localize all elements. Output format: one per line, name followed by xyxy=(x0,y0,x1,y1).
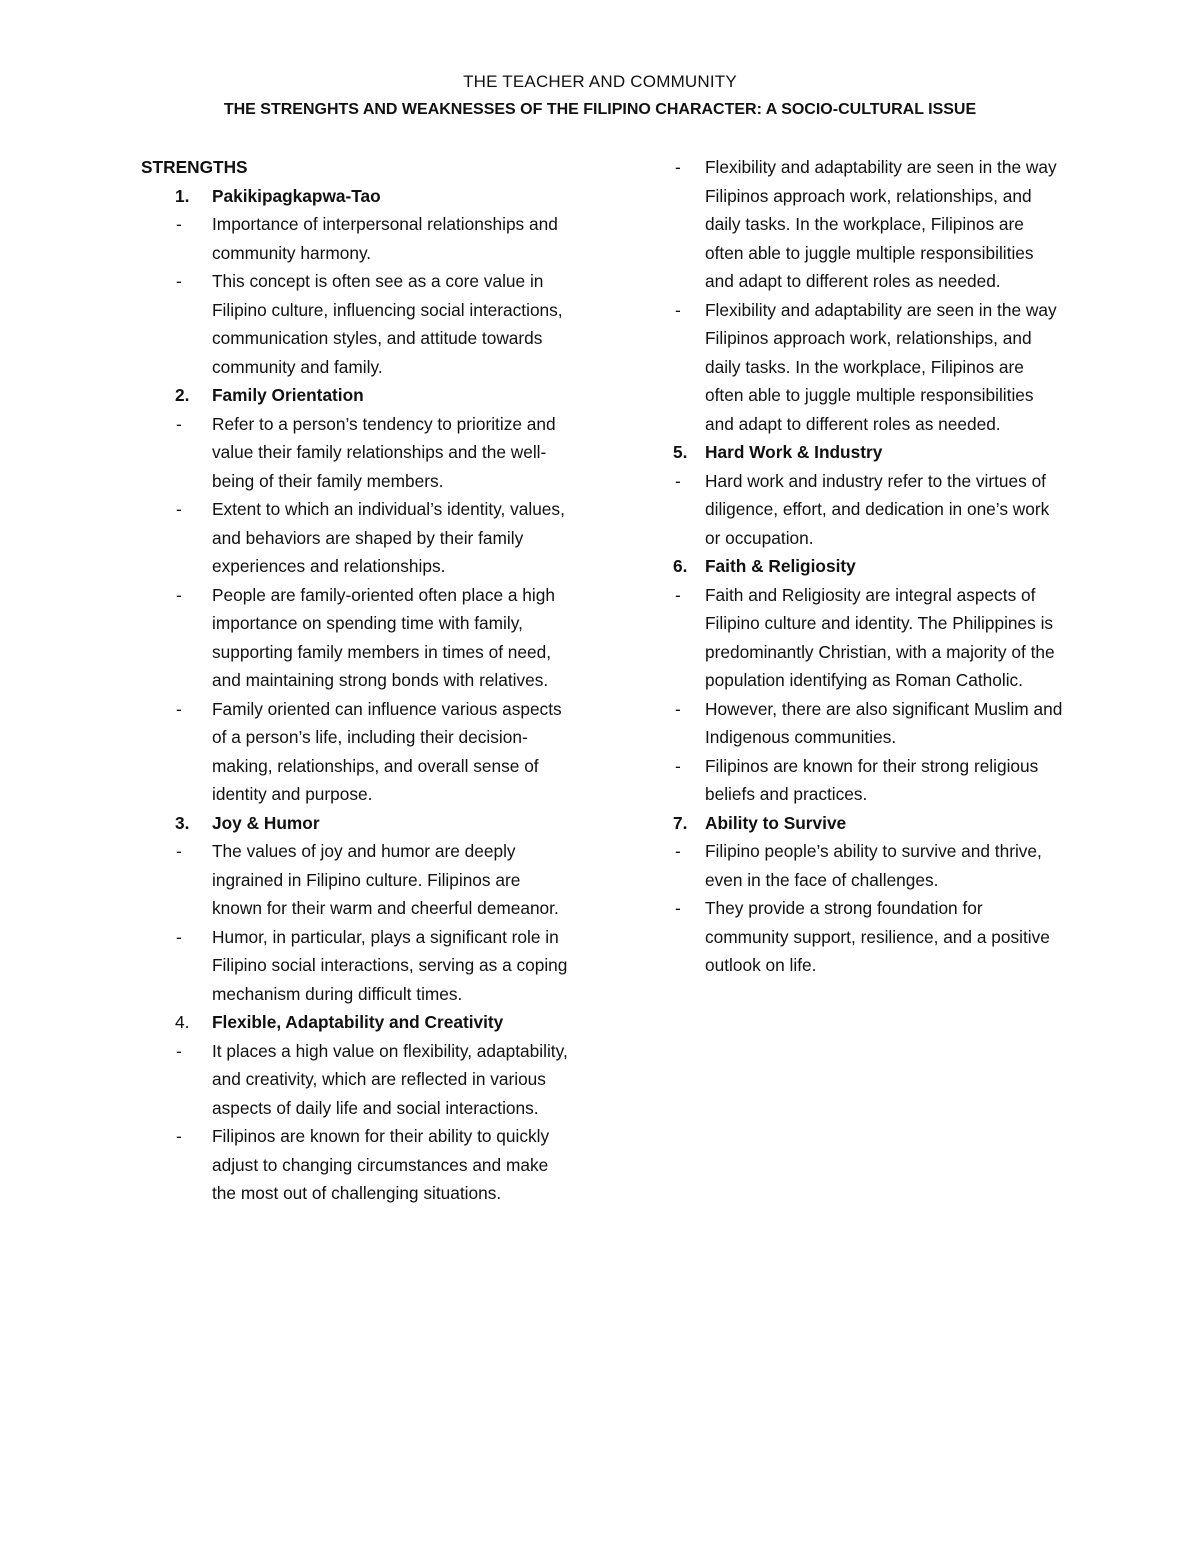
list-item: - Flexibility and adaptability are seen in the way Filipinos approach work, relationships, and daily tasks. In the workplace, Filipinos are often able to juggle multiple responsibilities and adapt to different roles as needed. xyxy=(675,299,1057,434)
item-heading-5: 5. Hard Work & Industry xyxy=(673,442,883,462)
item-heading-4: 4. Flexible, Adaptability and Creativity xyxy=(175,1012,504,1032)
item-heading-3: 3. Joy & Humor xyxy=(175,812,320,833)
list-item: - Faith and Religiosity are integral aspects of Filipino culture and identity. The Philippines is predominantly Christian, with a majority of the population identifying as Roman Catholic. xyxy=(675,584,1055,690)
left-column xyxy=(141,153,591,1208)
list-item: - Filipino people’s ability to survive and thrive, even in the face of challenges. xyxy=(675,841,1042,890)
list-item: - They provide a strong foundation for community support, resilience, and a positive outlook on life. xyxy=(675,898,1050,975)
course-title: THE TEACHER AND COMMUNITY xyxy=(463,72,737,91)
list-item: - Importance of interpersonal relationships and community harmony. xyxy=(176,214,558,263)
document-title: THE STRENGHTS AND WEAKNESSES OF THE FILIPINO CHARACTER: A SOCIO-CULTURAL ISSUE xyxy=(223,101,977,118)
list-item: - Hard work and industry refer to the virtues of diligence, effort, and dedication in one’s work or occupation. xyxy=(675,470,1050,548)
list-item: - Family oriented can influence various aspects of a person’s life, including their decision-making, relationships, and overall sense of identity and purpose. xyxy=(176,698,562,804)
section-heading-strengths: STRENGTHS xyxy=(141,157,248,177)
list-item: - The values of joy and humor are deeply ingrained in Filipino culture. Filipinos are known for their warm and cheerful demeanor. xyxy=(176,841,559,918)
item-heading-7: 7. Ability to Survive xyxy=(673,812,847,833)
right-column xyxy=(673,153,1073,980)
list-item: - Humor, in particular, plays a significant role in Filipino social interactions, serving as a coping mechanism during difficult times. xyxy=(176,926,568,1004)
item-heading-2: 2. Family Orientation xyxy=(175,385,364,405)
list-item: - Extent to which an individual’s identity, values, and behaviors are shaped by their family experiences and relationships. xyxy=(176,499,565,576)
list-item: - People are family-oriented often place a high importance on spending time with family, supporting family members in times of need, and maintaining strong bonds with relatives. xyxy=(176,584,555,690)
list-item: - This concept is often see as a core value in Filipino culture, influencing social interactions, communication styles, and attitude towards community and family. xyxy=(176,271,563,377)
list-item: - However, there are also significant Muslim and Indigenous communities. xyxy=(675,698,1063,747)
list-item: - Filipinos are known for their ability to quickly adjust to changing circumstances and make the most out of challenging situations. xyxy=(176,1126,550,1203)
list-item: - It places a high value on flexibility, adaptability, and creativity, which are reflected in various aspects of daily life and social interactions. xyxy=(176,1040,568,1118)
list-item: - Flexibility and adaptability are seen in the way Filipinos approach work, relationships, and daily tasks. In the workplace, Filipinos are often able to juggle multiple responsibilities and adapt to different roles as needed. xyxy=(675,157,1057,291)
list-item: - Refer to a person’s tendency to prioritize and value their family relationships and the well-being of their family members. xyxy=(176,413,556,491)
item-heading-1: 1. Pakikipagkapwa-Tao xyxy=(175,185,381,206)
list-item: - Filipinos are known for their strong religious beliefs and practices. xyxy=(675,755,1039,804)
item-heading-6: 6. Faith & Religiosity xyxy=(673,556,856,576)
